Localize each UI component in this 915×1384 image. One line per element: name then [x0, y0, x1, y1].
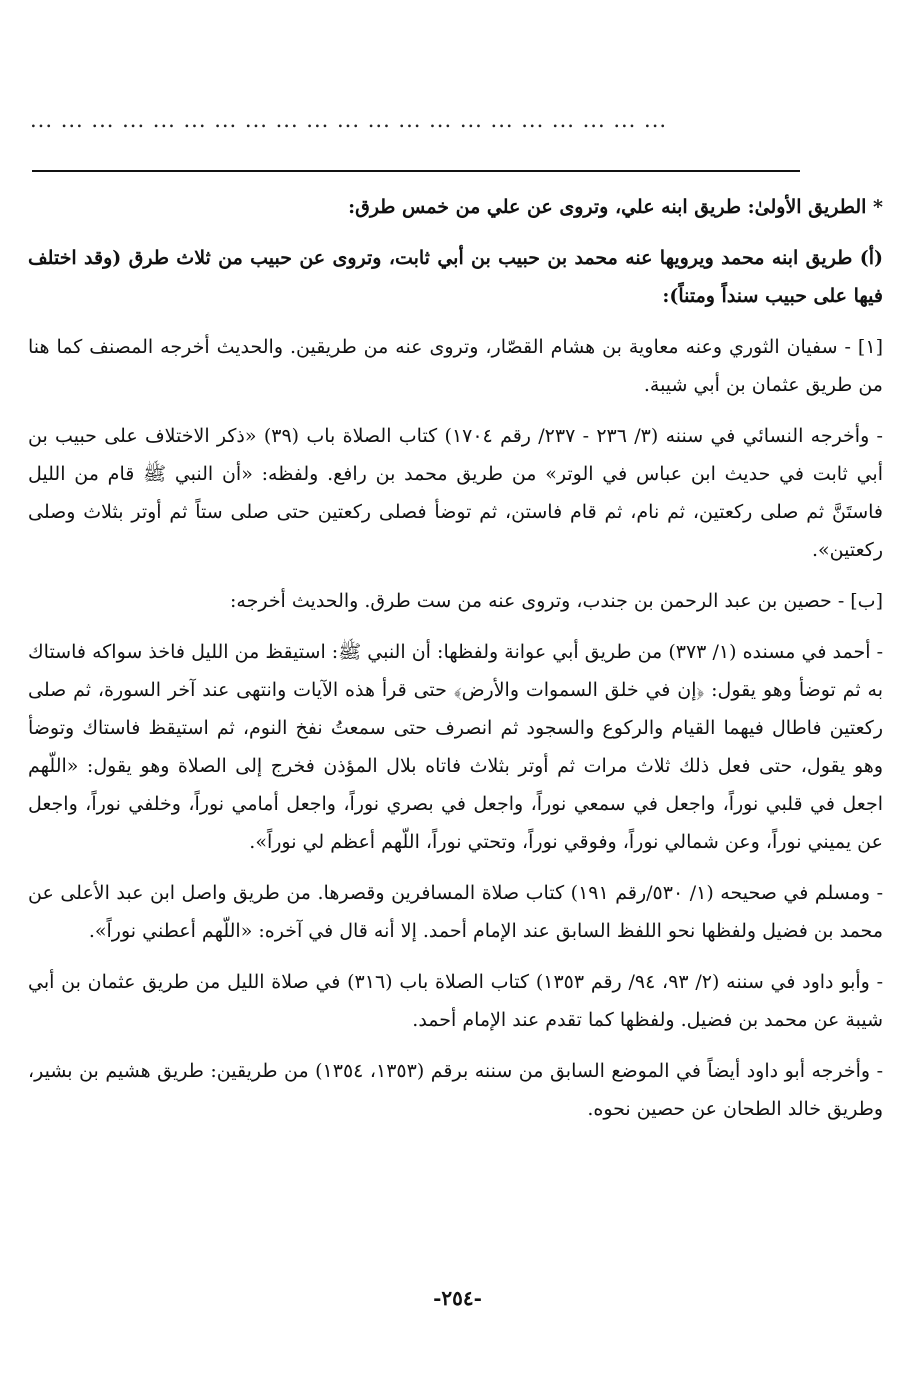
paragraph-muslim: - ومسلم في صحيحه (١/ ٥٣٠/رقم ١٩١) كتاب صلاة المسافرين وقصرها. من طريق واصل ابن عبد الأعلى عن محمد بن فضيل ولفظها نحو اللفظ السابق عند الإمام أحمد. إلا أنه قال في آخره: «اللّهم أعطني نوراً». [28, 882, 884, 942]
paragraph-heading-first-path: * الطريق الأولىٰ: طريق ابنه علي، وتروى عن علي من خمس طرق: [348, 196, 883, 218]
paragraph-abu-dawud-2: - وأخرجه أبو داود أيضاً في الموضع السابق من سننه برقم (١٣٥٣، ١٣٥٤) من طريقين: طريق هشيم بن بشير، وطريق خالد الطحان عن حصين نحوه. [28, 1060, 883, 1120]
paragraph-nasai: - وأخرجه النسائي في سننه (٣/ ٢٣٦ - ٢٣٧/ رقم ١٧٠٤) كتاب الصلاة باب (٣٩) «ذكر الاختلاف على حبيب بن أبي ثابت في حديث ابن عباس في الوتر» من طريق محمد بن رافع. ولفظه: «أن النبي ﷺ قام من الليل فاستَنَّ ثم صلى ركعتين، ثم نام، ثم قام فاستن، ثم توضأ فصلى ركعتين حتى صلى ستاً ثم أوتر بثلاث وصلى ركعتين». [28, 425, 883, 561]
paragraph-path-a: (أ) طريق ابنه محمد ويرويها عنه محمد بن حبيب بن أبي ثابت، وتروى عن حبيب من ثلاث طرق (وقد اختلف فيها على حبيب سنداً ومتناً): [28, 247, 883, 307]
page-number: -٢٥٤- [433, 1286, 482, 1310]
paragraph-item-1: [١] - سفيان الثوري وعنه معاوية بن هشام القصّار، وتروى عنه من طريقين. والحديث أخرجه المصنف كما هنا من طريق عثمان بن أبي شيبة. [28, 336, 883, 396]
paragraph-abu-dawud: - وأبو داود في سننه (٢/ ٩٣، ٩٤/ رقم ١٣٥٣) كتاب الصلاة باب (٣١٦) في صلاة الليل من طريق عثمان بن أبي شيبة عن محمد بن فضيل. ولفظها كما تقدم عند الإمام أحمد. [28, 971, 883, 1031]
footnote-divider [32, 170, 800, 172]
paragraph-ahmad: - أحمد في مسنده (١/ ٣٧٣) من طريق أبي عوانة ولفظها: أن النبي ﷺ: استيقظ من الليل فاخذ سواكه فاستاك به ثم توضأ وهو يقول: ﴿إن في خلق السموات والأرض﴾ حتى قرأ هذه الآيات وانتهى عند آخر السورة، ثم صلى ركعتين فاطال فيهما القيام والركوع والسجود ثم انصرف حتى سمعتُ نفخ النوم، ثم استيقظ فاستاك وتوضأ وهو يقول، حتى فعل ذلك ثلاث مرات ثم أوتر بثلاث فاتاه بلال المؤذن فخرج إلى الصلاة وهو يقول: «اللّهم اجعل في قلبي نوراً، واجعل في سمعي نوراً، واجعل في بصري نوراً، واجعل أمامي نوراً، وخلفي نوراً، واجعل عن يميني نوراً، وعن شمالي نوراً، وفوقي نوراً، وتحتي نوراً، اللّهم أعظم لي نوراً». [28, 641, 883, 853]
paragraph-path-b: [ب] - حصين بن عبد الرحمن بن جندب، وتروى عنه من ست طرق. والحديث أخرجه: [230, 590, 883, 612]
header-dots: ... ... ... ... ... ... ... ... ... ... ... ... ... ... ... ... ... ... ... ... ... [30, 108, 668, 132]
footnote-text [28, 188, 883, 1141]
